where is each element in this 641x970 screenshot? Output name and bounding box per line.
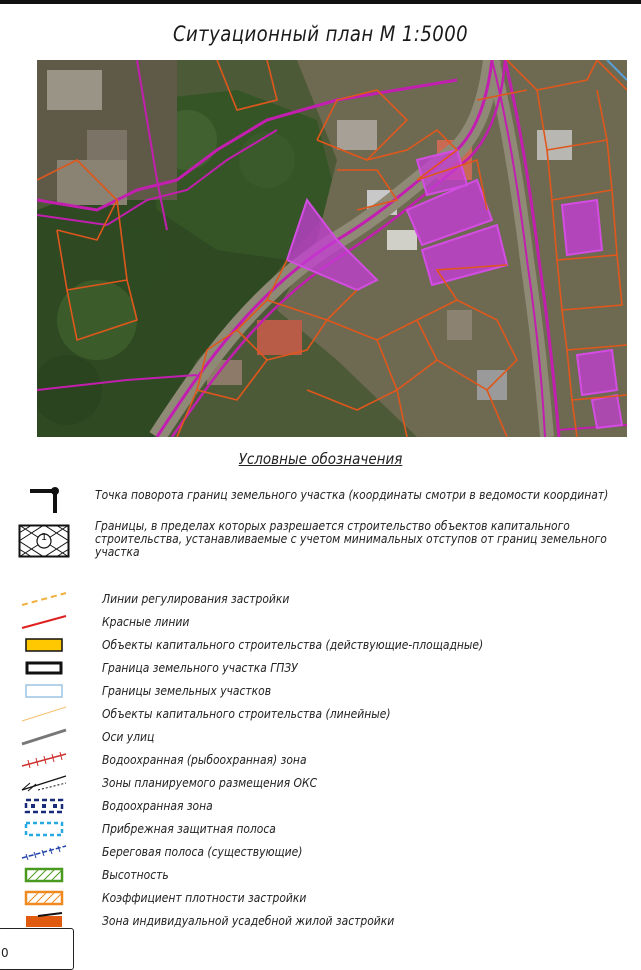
cyan-dashed-rect-icon [18, 819, 70, 839]
green-hatched-rect-icon [18, 865, 70, 885]
red-line-icon [18, 612, 70, 632]
red-hatched-line-icon [18, 750, 70, 770]
legend-item: Высотность [0, 865, 641, 885]
black-arrow-line-icon [18, 773, 70, 793]
page-number: 0 [1, 946, 9, 960]
legend-item: Коэффициент плотности застройки [0, 888, 641, 908]
legend-item: Водоохранная зона [0, 796, 641, 816]
dashed-orange-line-icon [18, 589, 70, 609]
blue-hatched-line-icon [18, 842, 70, 862]
legend-block-2-text: Границы, в пределах которых разрешается строительство объектов капитального строительства, устанавливаемые с учетом минимальных отступов от границ земельного участка [95, 518, 607, 559]
orange-hatched-rect-icon [18, 888, 70, 908]
legend-item: Линии регулирования застройки [0, 589, 641, 609]
legend-item: Граница земельного участка ГПЗУ [0, 658, 641, 678]
page-number-box [0, 928, 74, 970]
legend-item: Объекты капитального строительства (линейные) [0, 704, 641, 724]
page-title: Ситуационный план М 1:5000 [172, 22, 469, 46]
black-rect-icon [18, 658, 70, 678]
turning-point-icon [28, 486, 66, 516]
legend-item: Оси улиц [0, 727, 641, 747]
legend-item: Зоны планируемого размещения ОКС [0, 773, 641, 793]
legend-heading: Условные обозначения [238, 450, 403, 468]
legend-block-1-text: Точка поворота границ земельного участка (координаты смотри в ведомости координат) [95, 487, 609, 502]
buildable-area-marker-number: 1 [40, 532, 48, 543]
legend-item: Границы земельных участков [0, 681, 641, 701]
legend-item: Береговая полоса (существующие) [0, 842, 641, 862]
gray-line-icon [18, 727, 70, 747]
blue-rect-icon [18, 681, 70, 701]
blue-dashed-rect-icon [18, 796, 70, 816]
legend-item: Красные линии [0, 612, 641, 632]
thin-orange-line-icon [18, 704, 70, 724]
yellow-rect-icon [18, 635, 70, 655]
legend-item: Прибрежная защитная полоса [0, 819, 641, 839]
legend-item: Водоохранная (рыбоохранная) зона [0, 750, 641, 770]
legend-item: Зона индивидуальной усадебной жилой застройки [0, 911, 641, 931]
legend-item: Объекты капитального строительства (действующие-площадные) [0, 635, 641, 655]
